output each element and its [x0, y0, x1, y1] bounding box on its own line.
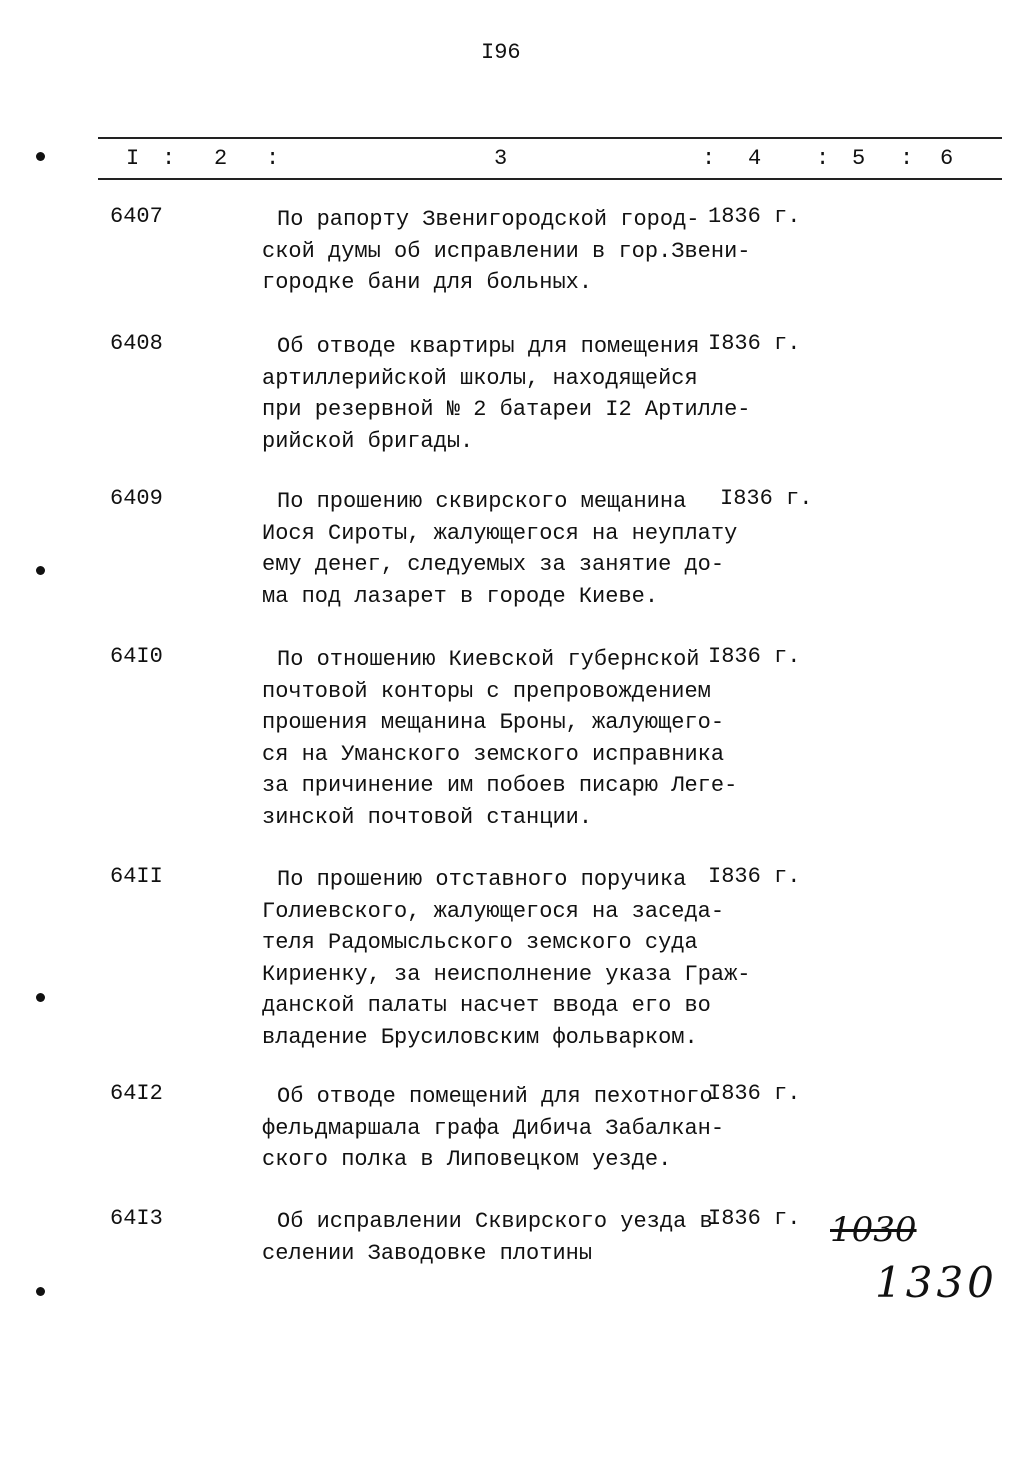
line: почтовой конторы с препровождением	[262, 678, 711, 704]
entry-description	[262, 644, 737, 833]
line: артиллерийской школы, находящейся	[262, 365, 698, 391]
line: Кириенку, за неисполнение указа Граж-	[262, 961, 751, 987]
entry-description	[262, 204, 750, 299]
column-separator: :	[162, 146, 176, 171]
line: По прошению отставного поручика	[277, 867, 687, 892]
column-separator: :	[702, 146, 716, 171]
line: Иося Сироты, жалующегося на неуплату	[262, 520, 738, 546]
entry-year: I836 г.	[708, 864, 801, 889]
column-6: 6	[940, 146, 954, 171]
entry-number: 6408	[110, 331, 163, 356]
entry-year: 1836 г.	[708, 204, 801, 229]
line: данской палаты насчет ввода его во	[262, 993, 711, 1018]
line: городке бани для больных.	[262, 270, 593, 295]
line: Об отводе квартиры для помещения	[277, 334, 700, 359]
handwritten-old-number: 1030	[830, 1210, 917, 1250]
column-separator: :	[900, 146, 914, 171]
line: ской думы об исправлении в гор.Звени-	[262, 238, 751, 264]
entry-description	[262, 331, 750, 457]
line: при резервной № 2 батареи I2 Артилле-	[262, 397, 751, 422]
column-5: 5	[852, 146, 866, 171]
entry-year: I836 г.	[708, 331, 801, 356]
entry-description	[262, 864, 750, 1053]
column-3: 3	[494, 146, 508, 171]
entry-year: I836 г.	[708, 644, 801, 669]
entry-number: 64I3	[110, 1206, 163, 1231]
entry-number: 6407	[110, 204, 163, 229]
entry-description	[262, 1081, 724, 1176]
line: Об исправлении Сквирского уезда в	[277, 1209, 713, 1234]
binding-hole-mark	[36, 566, 45, 575]
column-1: I	[126, 146, 140, 171]
handwritten-number: 1330	[875, 1258, 998, 1307]
entry-number: 6409	[110, 486, 163, 511]
line: ему денег, следуемых за занятие до-	[262, 552, 725, 577]
binding-hole-mark	[36, 993, 45, 1002]
column-2: 2	[214, 146, 228, 171]
line: ся на Уманского земского исправника	[262, 741, 725, 767]
entry-number: 64II	[110, 864, 163, 889]
line: рийской бригады.	[262, 428, 474, 454]
line: По прошению сквирского мещанина	[277, 489, 687, 514]
entry-year: I836 г.	[708, 1081, 801, 1106]
line: По рапорту Звенигородской город-	[277, 207, 700, 232]
line: теля Радомысльского земского суда	[262, 930, 698, 955]
header-rule-bottom	[98, 178, 1002, 180]
entry-number: 64I2	[110, 1081, 163, 1106]
entry-year: I836 г.	[720, 486, 813, 511]
line: зинской почтовой станции.	[262, 804, 593, 830]
entry-year: I836 г.	[708, 1206, 801, 1231]
line: владение Брусиловским фольварком.	[262, 1024, 698, 1050]
line: фельдмаршала графа Дибича Забалкан-	[262, 1115, 725, 1141]
line: ма под лазарет в городе Киеве.	[262, 583, 659, 609]
entry-description	[262, 1206, 713, 1269]
header-rule-top	[98, 137, 1002, 139]
column-4: 4	[748, 146, 762, 171]
line: Об отводе помещений для пехотного	[277, 1084, 713, 1109]
line: прошения мещанина Броны, жалующего-	[262, 710, 725, 735]
binding-hole-mark	[36, 152, 45, 161]
binding-hole-mark	[36, 1287, 45, 1296]
line: селении Заводовке плотины	[262, 1240, 593, 1266]
line: ского полка в Липовецком уезде.	[262, 1147, 672, 1172]
line: Голиевского, жалующегося на заседа-	[262, 898, 725, 924]
line: По отношению Киевской губернской	[277, 647, 700, 672]
column-separator: :	[816, 146, 830, 171]
line: за причинение им побоев писарю Леге-	[262, 773, 738, 798]
page-number: I96	[481, 40, 521, 65]
entry-description	[262, 486, 737, 612]
column-separator: :	[266, 146, 280, 171]
entry-number: 64I0	[110, 644, 163, 669]
